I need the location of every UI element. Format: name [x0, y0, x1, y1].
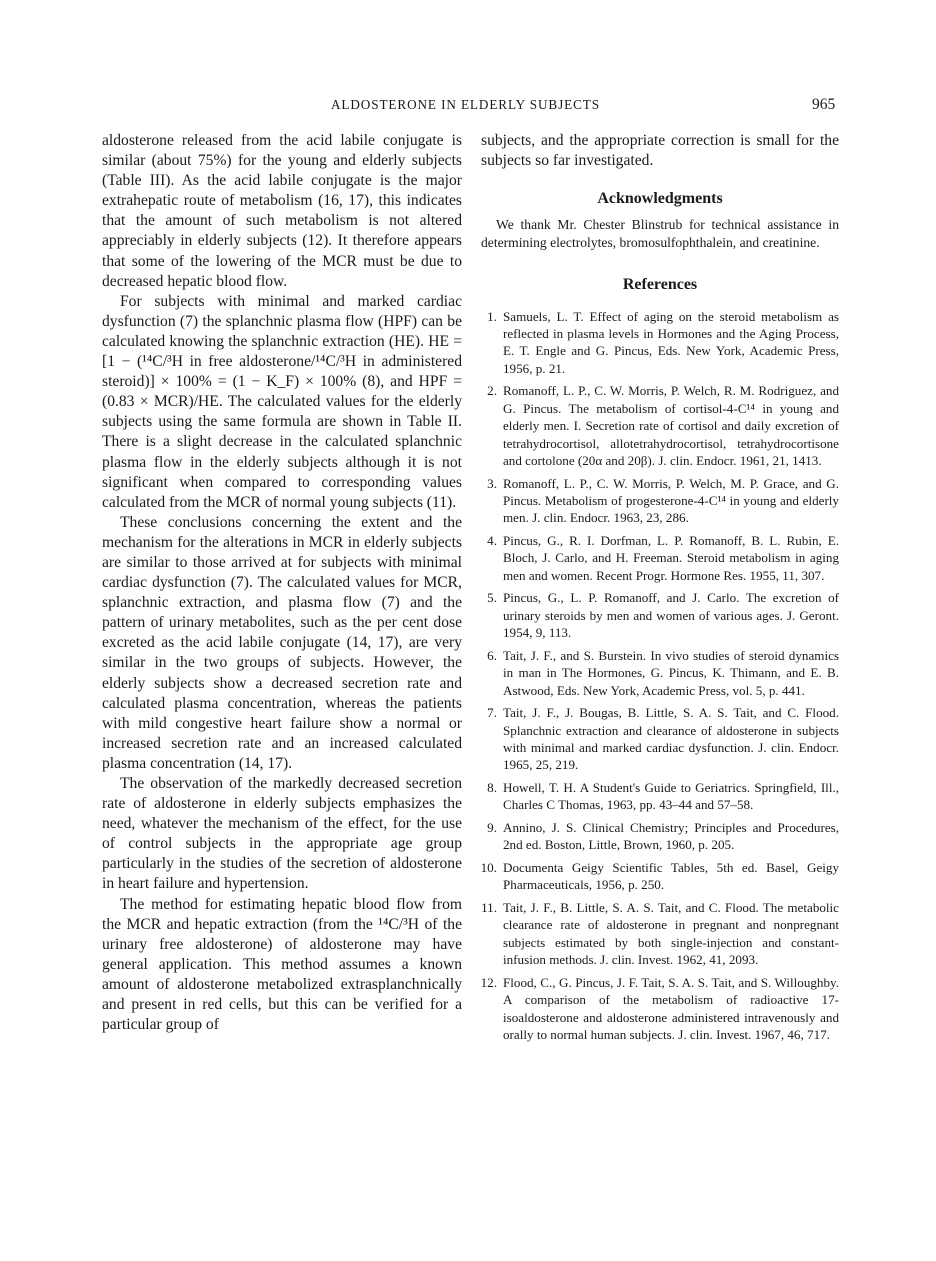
reference-item [481, 974, 839, 1044]
reference-number: 12 . [478, 974, 497, 991]
reference-item [481, 779, 839, 814]
left-column [102, 131, 462, 1035]
reference-text: Romanoff, L. P., C. W. Morris, P. Welch, M. P. Grace, and G. Pincus. Metabolism of progesterone-4-C¹⁴ in young and elderly men. J. clin. Endocr. 1963, 23, 286. [503, 475, 839, 526]
reference-number: 9 . [478, 819, 497, 836]
reference-item [481, 382, 839, 469]
reference-number: 10 . [478, 859, 497, 876]
reference-item [481, 532, 839, 584]
reference-text: Pincus, G., R. I. Dorfman, L. P. Romanoff, B. L. Rubin, E. Bloch, J. Carlo, and H. Freeman. Steroid metabolism in aging men and women. Recent Progr. Hormone Res. 1955, 11, 307. [503, 533, 839, 583]
reference-item [481, 589, 839, 641]
reference-text: Flood, C., G. Pincus, J. F. Tait, S. A. S. Tait, and S. Willoughby. A comparison of the metabolism of radioactive 17-isoaldosterone and aldosterone administered intravenously and orally to normal human subjects. J. clin. Invest. 1967, 46, 717. [503, 974, 839, 1043]
reference-number: 2 . [478, 382, 497, 399]
references-heading: References [622, 275, 698, 293]
reference-number: 11 . [478, 899, 497, 916]
reference-item [481, 859, 839, 894]
reference-number: 8 . [478, 779, 497, 796]
reference-text: Tait, J. F., and S. Burstein. In vivo studies of steroid dynamics in man in The Hormones, G. Pincus, K. Thimann, and E. B. Astwood, Eds. New York, Academic Press, vol. 5, p. 441. [503, 647, 839, 698]
reference-text: Documenta Geigy Scientific Tables, 5th ed. Basel, Geigy Pharmaceuticals, 1956, p. 250. [503, 860, 839, 893]
body-paragraph: For subjects with minimal and marked cardiac dysfunction (7) the splanchnic plasma flow (HPF) can be calculated knowing the splanchnic extraction (HE). HE = [1 − (¹⁴C/³H in free aldosterone/¹⁴C/³H in administered steroid)] × 100% = (1 − K_F) × 100% (8), and HPF = (0.83 × MCR)/HE. The calculated values for the elderly subjects using the same formula are shown in Table II. There is a slight decrease in the calculated splanchnic plasma flow in the elderly subjects although it is not significant when compared to corresponding values calculated from the MCR of normal young subjects (11). [102, 292, 462, 511]
reference-list [481, 308, 839, 1044]
reference-number: 7 . [478, 704, 497, 721]
reference-text: Pincus, G., L. P. Romanoff, and J. Carlo. The excretion of urinary steroids by men and women of various ages. J. Geront. 1954, 9, 113. [503, 590, 839, 641]
reference-item [481, 819, 839, 854]
body-paragraph: aldosterone released from the acid labile conjugate is similar (about 75%) for the young and elderly subjects (Table III). As the acid labile conjugate is the major extrahepatic route of metabolism (16, 17), this indicates that the amount of such metabolism is not altered appreciably in elderly subjects (12). It therefore appears that some of the lowering of the MCR must be due to decreased hepatic blood flow. [102, 132, 462, 290]
body-paragraph: The method for estimating hepatic blood flow from the MCR and hepatic extraction (from the ¹⁴C/³H of the urinary free aldosterone) of aldosterone may have general application. This method assumes a known amount of aldosterone metabolized extrasplanchnically and present in red cells, but this can be verified for a particular group of [102, 895, 462, 1034]
running-title: ALDOSTERONE IN ELDERLY SUBJECTS [331, 97, 600, 112]
reference-number: 4 . [478, 532, 497, 549]
body-paragraph: These conclusions concerning the extent and the mechanism for the alterations in MCR in elderly subjects are similar to those arrived at for subjects with minimal cardiac dysfunction (7). The calculated values for MCR, splanchnic extraction, and plasma flow (7) and the pattern of urinary metabolites, such as the per cent dose excreted as the acid labile conjugate (14, 17), are very similar in the two groups of subjects. However, the elderly subjects show a decreased secretion rate and calculated plasma concentration, whereas the patients with mild congestive heart failure show a normal or increased secretion rate and an increased calculated plasma concentration (14, 17). [102, 513, 462, 772]
reference-item [481, 308, 839, 378]
reference-number: 3 . [478, 475, 497, 492]
page-header [0, 97, 936, 117]
continuation-paragraph: subjects, and the appropriate correction is small for the subjects so far investigated. [481, 132, 839, 170]
reference-number: 6 . [478, 647, 497, 664]
reference-text: Samuels, L. T. Effect of aging on the steroid metabolism as reflected in plasma levels in Hormones and the Aging Process, E. T. Engle and G. Pincus, Eds. New York, Academic Press, 1956, p. 21. [503, 308, 839, 376]
reference-text: Annino, J. S. Clinical Chemistry; Principles and Procedures, 2nd ed. Boston, Little, Brown, 1960, p. 205. [503, 820, 839, 853]
reference-number: 1 . [478, 308, 497, 325]
page-number: 965 [812, 96, 836, 113]
reference-number: 5 . [478, 589, 497, 606]
reference-text: Romanoff, L. P., C. W. Morris, P. Welch, R. M. Rodriguez, and G. Pincus. The metabolism of cortisol-4-C¹⁴ in young and elderly men. I. Secretion rate of cortisol and daily excretion of tetrahydrocortisol, allotetrahydrocortisol, tetrahydrocortisone and cortolone (20α and 20β). J. clin. Endocr. 1961, 21, 1413. [503, 383, 839, 469]
right-column [481, 131, 839, 1049]
reference-item [481, 475, 839, 527]
reference-item [481, 899, 839, 969]
reference-item [481, 704, 839, 774]
acknowledgments-text: We thank Mr. Chester Blinstrub for technical assistance in determining electrolytes, bromosulfophthalein, and creatinine. [481, 217, 839, 251]
reference-text: Howell, T. H. A Student's Guide to Geriatrics. Springfield, Ill., Charles C Thomas, 1963, pp. 43–44 and 57–58. [503, 780, 839, 813]
body-paragraph: The observation of the markedly decreased secretion rate of aldosterone in elderly subjects emphasizes the need, whatever the mechanism of the effect, for the use of control subjects in the appropriate age group particularly in the studies of the secretion of aldosterone in heart failure and hypertension. [102, 775, 462, 893]
reference-text: Tait, J. F., B. Little, S. A. S. Tait, and C. Flood. The metabolic clearance rate of aldosterone in pregnant and nonpregnant subjects estimated by both single-injection and constant-infusion methods. J. clin. Invest. 1962, 41, 2093. [503, 900, 839, 968]
reference-item [481, 647, 839, 699]
acknowledgments-heading: Acknowledgments [597, 190, 723, 208]
reference-text: Tait, J. F., J. Bougas, B. Little, S. A. S. Tait, and C. Flood. Splanchnic extraction and clearance of aldosterone in subjects with minimal and marked cardiac dysfunction. J. clin. Endocr. 1965, 25, 219. [503, 705, 839, 773]
